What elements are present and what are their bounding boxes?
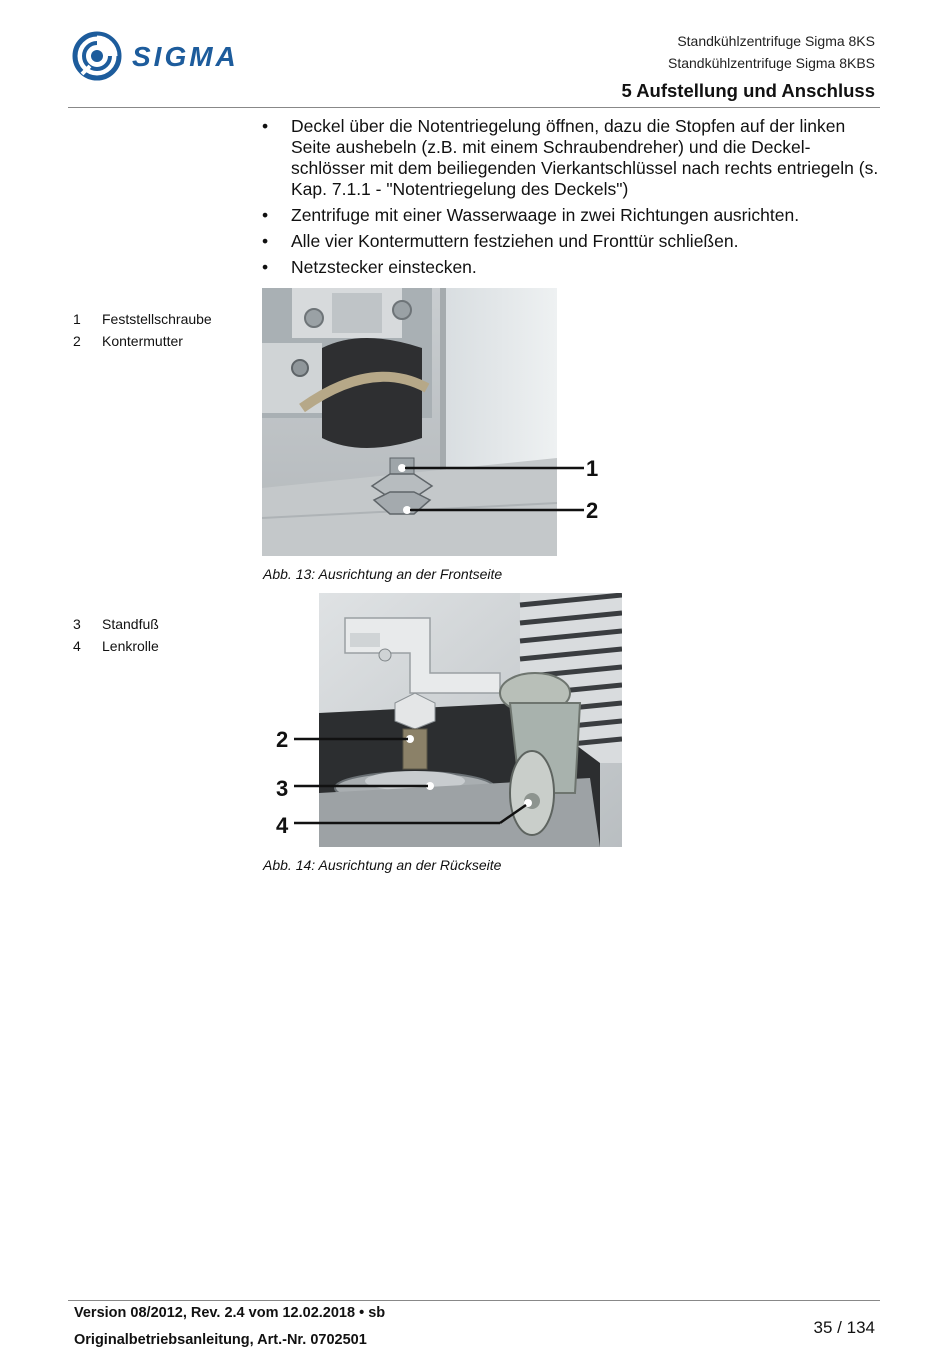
list-item: • Zentrifuge mit einer Wasserwaage in zwei Richtungen ausrichten. [262, 205, 800, 225]
product-name-8kbs: Standkühlzentrifuge Sigma 8KBS [667, 55, 875, 71]
footer-version: Version 08/2012, Rev. 2.4 vom 12.02.2018 • sb [74, 1305, 386, 1321]
sigma-logo [72, 30, 292, 84]
page-number: 35 / 134 [813, 1318, 875, 1337]
sigma-wordmark: SIGMA [132, 41, 239, 72]
instruction-list [262, 116, 880, 283]
sigma-swirl-icon [75, 34, 119, 78]
footer-doc-number: Originalbetriebsanleitung, Art.-Nr. 0702501 [74, 1332, 367, 1348]
figure1-legend [73, 311, 212, 355]
callout-3: 3 [276, 776, 289, 801]
figure2-photo-rear [270, 593, 622, 847]
list-item: • Deckel über die Notentriegelung öffnen, dazu die Stopfen auf der linken Seite aushebeln (z.B. mit einem Schraubendreher) und die Deckel-schlösser mit dem beiliegenden Vierkantschlüssel nach rechts entriegeln (s. Kap. 7.1.1 - "Notentriegelung des Deckels") [262, 116, 879, 199]
header-divider [68, 107, 880, 108]
section-title: 5 Aufstellung und Anschluss [621, 80, 875, 101]
callout-2: 2 [276, 727, 289, 752]
callout-2: 2 [586, 498, 599, 523]
legend-item: 3 Standfuß [73, 616, 159, 632]
figure1-caption: Abb. 13: Ausrichtung an der Frontseite [263, 566, 503, 582]
legend-item: 4 Lenkrolle [73, 638, 159, 654]
product-name-8ks: Standkühlzentrifuge Sigma 8KS [677, 33, 875, 49]
callout-1: 1 [586, 456, 599, 481]
figure2-legend [73, 616, 159, 660]
legend-item: 2 Kontermutter [73, 333, 183, 349]
figure1-photo-front [262, 288, 602, 556]
footer-divider [68, 1300, 880, 1301]
figure2-caption: Abb. 14: Ausrichtung an der Rückseite [263, 857, 502, 873]
callout-4: 4 [276, 813, 289, 838]
list-item: • Alle vier Kontermuttern festziehen und Fronttür schließen. [262, 231, 739, 251]
legend-item: 1 Feststellschraube [73, 311, 212, 327]
list-item: • Netzstecker einstecken. [262, 257, 477, 277]
